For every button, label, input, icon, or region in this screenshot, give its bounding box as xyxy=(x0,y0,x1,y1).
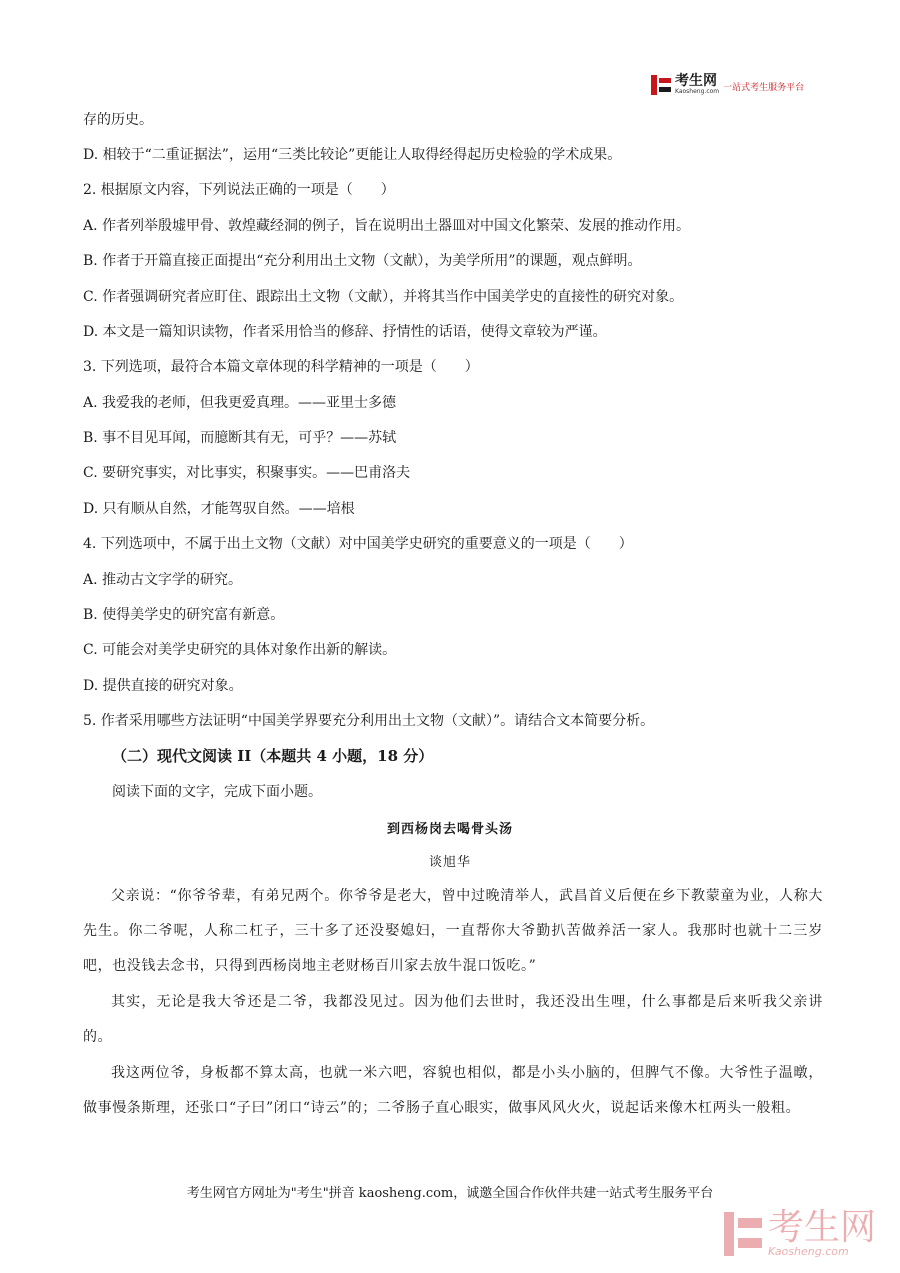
option-line: C. 作者强调研究者应盯住、跟踪出土文物（文献），并将其当作中国美学史的直接性的研究对象。 xyxy=(83,289,684,305)
question-line: 5. 作者采用哪些方法证明“中国美学界要充分利用出土文物（文献）”。请结合文本简要分析。 xyxy=(83,713,655,729)
option-line: A. 我爱我的老师，但我更爱真理。——亚里士多德 xyxy=(83,395,397,411)
logo-slogan: 一站式考生服务平台 xyxy=(723,83,805,93)
option-line: D. 只有顺从自然，才能驾驭自然。——培根 xyxy=(83,501,355,517)
option-line: B. 事不目见耳闻，而臆断其有无，可乎？——苏轼 xyxy=(83,430,397,446)
kaosheng-watermark-icon xyxy=(724,1212,762,1256)
option-line: D. 提供直接的研究对象。 xyxy=(83,678,243,694)
header-logo xyxy=(651,74,804,95)
option-line: C. 可能会对美学史研究的具体对象作出新的解读。 xyxy=(83,642,397,658)
page-footer: 考生网官方网址为"考生"拼音 kaosheng.com，诚邀全国合作伙伴共建一站式考生服务平台 xyxy=(186,1186,714,1201)
article-title: 到西杨岗去喝骨头汤 xyxy=(386,822,513,837)
question-line: 3. 下列选项，最符合本篇文章体现的科学精神的一项是（ ） xyxy=(83,359,479,375)
question-line: 2. 根据原文内容，下列说法正确的一项是（ ） xyxy=(83,182,395,198)
watermark-domain: Kaosheng.com xyxy=(768,1245,849,1258)
article-author: 谈旭华 xyxy=(428,855,471,870)
option-line: B. 使得美学史的研究富有新意。 xyxy=(83,607,285,623)
option-line: D. 本文是一篇知识读物，作者采用恰当的修辞、抒情性的话语，使得文章较为严谨。 xyxy=(83,324,607,340)
option-line: D. 相较于“二重证据法”，运用“三类比较论”更能让人取得经得起历史检验的学术成果。 xyxy=(83,147,622,163)
watermark-name: 考生网 xyxy=(768,1207,877,1248)
logo-domain: Kaosheng.com xyxy=(675,88,720,95)
section-heading: （二）现代文阅读 II（本题共 4 小题，18 分） xyxy=(112,747,434,765)
option-line: A. 推动古文字学的研究。 xyxy=(83,572,243,588)
text-line: 存的历史。 xyxy=(83,112,153,128)
article-paragraph: 其实，无论是我大爷还是二爷，我都没见过。因为他们去世时，我还没出生哩，什么事都是后来听我父亲讲的。 xyxy=(83,994,823,1045)
option-line: C. 要研究事实，对比事实，积聚事实。——巴甫洛夫 xyxy=(83,465,411,481)
question-line: 4. 下列选项中，不属于出土文物（文献）对中国美学史研究的重要意义的一项是（ ） xyxy=(83,536,633,552)
logo-name: 考生网 xyxy=(675,73,717,89)
article-paragraph: 我这两位爷，身板都不算太高，也就一米六吧，容貌也相似，都是小头小脑的，但脾气不像。大爷性子温暾，做事慢条斯理，还张口“子曰”闭口“诗云”的；二爷肠子直心眼实，做事风风火火，说起话来像木杠两头一般粗。 xyxy=(83,1065,823,1116)
option-line: A. 作者列举殷墟甲骨、敦煌藏经洞的例子，旨在说明出土器皿对中国文化繁荣、发展的推动作用。 xyxy=(83,218,691,234)
section-instruction: 阅读下面的文字，完成下面小题。 xyxy=(112,784,322,800)
watermark xyxy=(724,1207,877,1258)
option-line: B. 作者于开篇直接正面提出“充分利用出土文物（文献），为美学所用”的课题，观点鲜明。 xyxy=(83,253,642,269)
article-paragraph: 父亲说：“你爷爷辈，有弟兄两个。你爷爷是老大，曾中过晚清举人，武昌首义后便在乡下教蒙童为业，人称大先生。你二爷呢，人称二杠子，三十多了还没娶媳妇，一直帮你大爷勤扒苦做养活一家人。我那时也就十二三岁吧，也没钱去念书，只得到西杨岗地主老财杨百川家去放牛混口饭吃。” xyxy=(83,888,823,974)
kaosheng-logo-icon xyxy=(651,75,671,95)
